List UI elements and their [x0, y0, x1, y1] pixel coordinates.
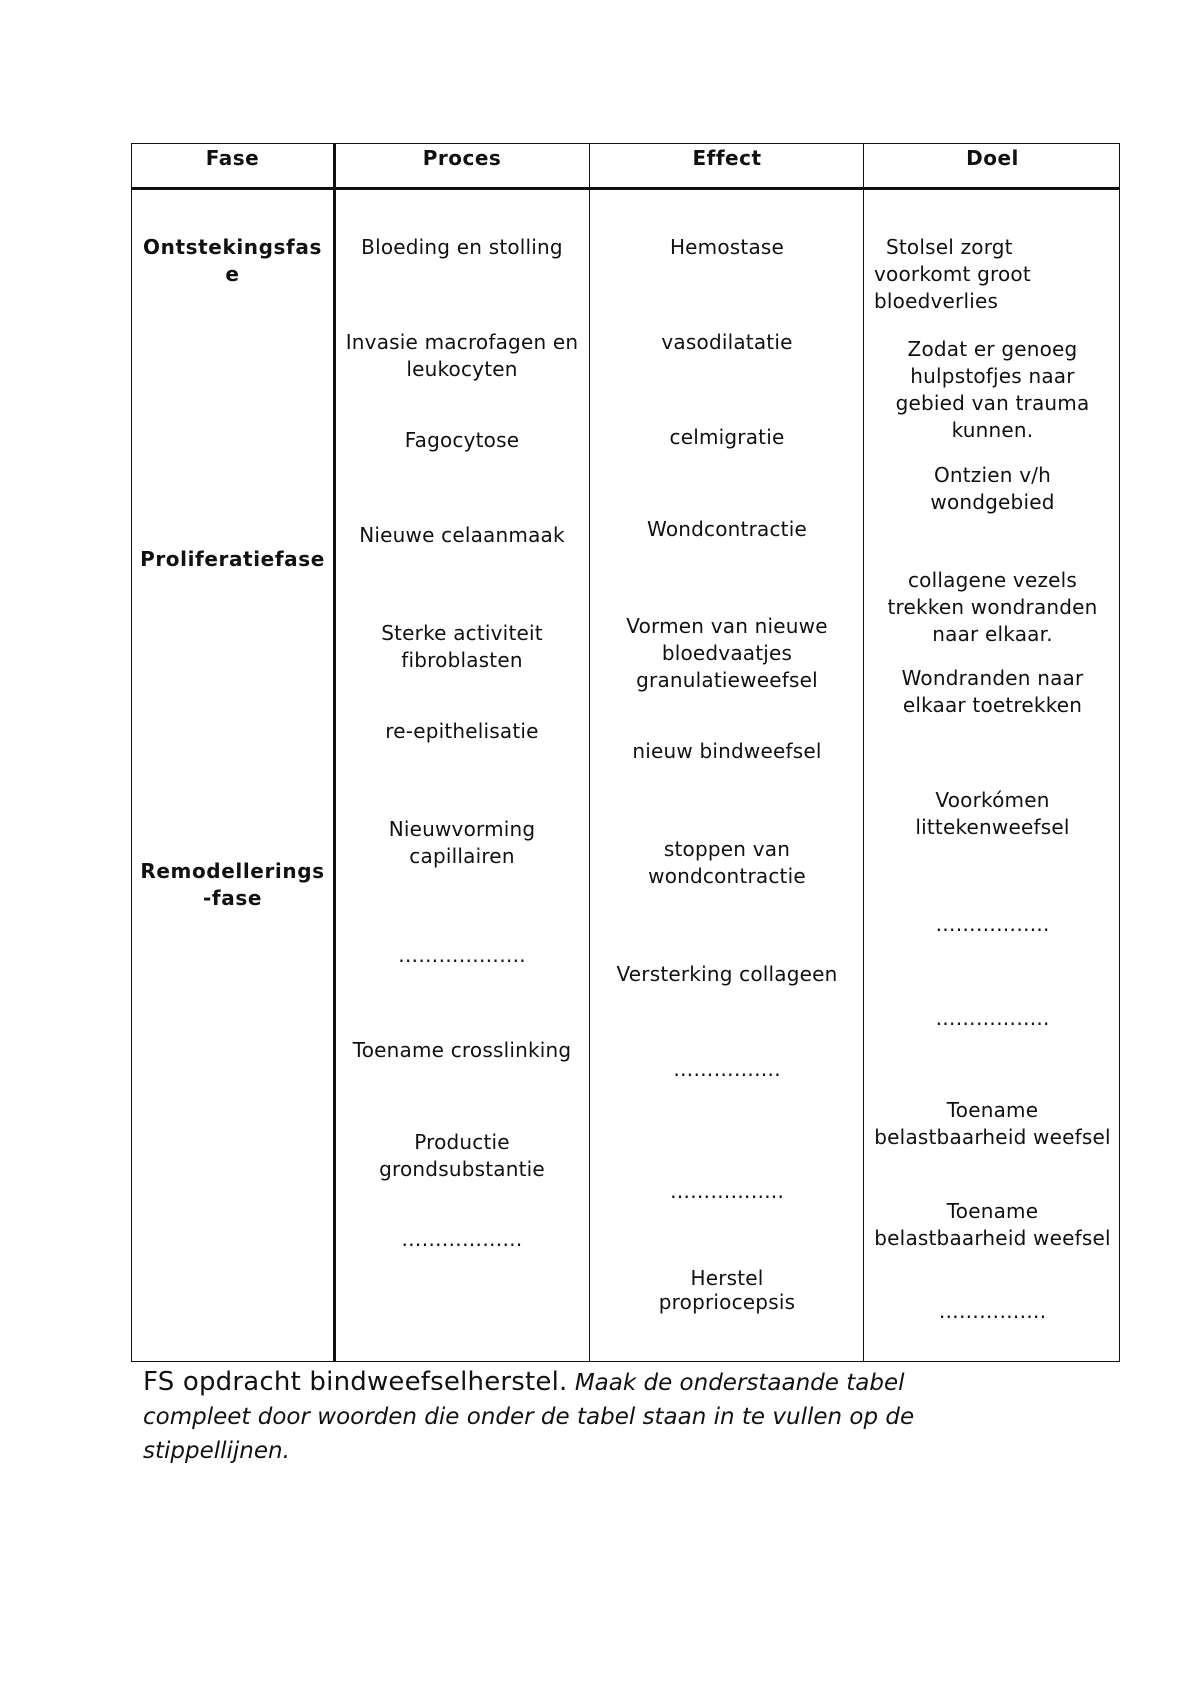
proces-item — [335, 1129, 589, 1183]
effect-item — [591, 1266, 863, 1314]
doel-item-line: trekken wondranden — [887, 595, 1098, 619]
effect-item-line: granulatieweefsel — [636, 668, 818, 692]
doel-blank: …………….. — [935, 1006, 1050, 1030]
effect-item: Versterking collageen — [616, 962, 838, 986]
doel-blank: …………….. — [935, 912, 1050, 936]
doel-item-line: Stolsel zorgt — [886, 235, 1013, 259]
caption-instruction: compleet door woorden die onder de tabel staan in te vullen op de — [143, 1404, 915, 1430]
assignment-caption — [143, 1365, 983, 1468]
effect-item: vasodilatatie — [661, 330, 793, 354]
effect-item: nieuw bindweefsel — [632, 739, 822, 763]
effect-item-line: bloedvaatjes — [661, 641, 793, 665]
doel-item — [874, 234, 1118, 315]
doel-blank: ……………. — [938, 1299, 1047, 1323]
doel-item — [865, 787, 1120, 841]
proces-item-line: fibroblasten — [401, 648, 523, 672]
caption-line-1 — [143, 1365, 983, 1400]
effect-blank: ……………. — [673, 1057, 781, 1081]
header-proces: Proces — [422, 146, 502, 170]
effect-item: Hemostase — [669, 235, 785, 259]
doel-item-line: Zodat er genoeg — [907, 337, 1078, 361]
doel-item — [865, 1097, 1120, 1151]
doel-item-line: Voorkómen — [935, 788, 1050, 812]
column-divider-proces — [589, 144, 590, 1361]
doel-item-line: naar elkaar. — [932, 622, 1053, 646]
doel-item-line: voorkomt groot — [874, 262, 1031, 286]
fase-remodelleringsfase — [132, 858, 333, 912]
proces-item — [335, 816, 589, 870]
caption-instruction: stippellijnen. — [143, 1438, 290, 1464]
doel-item-line: belastbaarheid weefsel — [874, 1125, 1111, 1149]
effect-item-line: Herstel — [690, 1266, 764, 1290]
caption-instruction: Maak de onderstaande tabel — [574, 1370, 905, 1396]
proces-item-line: leukocyten — [406, 357, 518, 381]
effect-blank: …………….. — [669, 1179, 785, 1203]
header-fase: Fase — [205, 146, 260, 170]
proces-item: Toename crosslinking — [352, 1038, 572, 1062]
doel-item — [865, 567, 1120, 648]
proces-item: re-epithelisatie — [385, 719, 539, 743]
proces-item-line: Productie — [414, 1130, 510, 1154]
proces-item: Nieuwe celaanmaak — [359, 523, 565, 547]
header-effect: Effect — [692, 146, 762, 170]
doel-item-line: kunnen. — [951, 418, 1034, 442]
fase-ontstekingsfase — [132, 234, 333, 288]
fase-ontstekingsfase-line2: e — [225, 262, 240, 286]
effect-item-line: Vormen van nieuwe — [626, 614, 828, 638]
proces-item-line: Sterke activiteit — [381, 621, 543, 645]
header-divider — [132, 187, 1119, 190]
doel-item-line: Toename — [946, 1098, 1039, 1122]
doel-item — [865, 336, 1120, 444]
doel-item-line: elkaar toetrekken — [902, 693, 1083, 717]
proces-item-line: grondsubstantie — [379, 1157, 545, 1181]
proces-blank: ………………. — [398, 943, 526, 967]
fase-remodelleringsfase-line2: -fase — [203, 886, 262, 910]
doel-item-line: wondgebied — [930, 490, 1055, 514]
fase-proliferatiefase: Proliferatiefase — [140, 547, 325, 571]
effect-item — [591, 836, 863, 890]
effect-item-line: proprioсepsis — [658, 1290, 796, 1314]
proces-item — [335, 329, 589, 383]
proces-item-line: Invasie macrofagen en — [345, 330, 579, 354]
proces-item-line: Nieuwvorming — [388, 817, 536, 841]
doel-item-line: belastbaarheid weefsel — [874, 1226, 1111, 1250]
doel-item-line: Toename — [946, 1199, 1039, 1223]
doel-item-line: Wondranden naar — [901, 666, 1084, 690]
caption-title: FS opdracht bindweefselherstel. — [143, 1367, 568, 1397]
doel-item-line: hulpstofjes naar — [910, 364, 1075, 388]
effect-item: celmigratie — [669, 425, 785, 449]
effect-item — [591, 613, 863, 694]
fase-ontstekingsfase-line1: Ontstekingsfas — [143, 235, 322, 259]
doel-item-line: Ontzien v/h — [933, 463, 1052, 487]
proces-item — [335, 620, 589, 674]
doel-item-line: gebied van trauma — [895, 391, 1090, 415]
proces-item: Fagocytose — [404, 428, 520, 452]
proces-item: Bloeding en stolling — [361, 235, 563, 259]
effect-item: Wondcontractie — [647, 517, 807, 541]
header-doel: Doel — [966, 146, 1019, 170]
doel-item-line: bloedverlies — [874, 289, 999, 313]
doel-item-line: collagene vezels — [907, 568, 1078, 592]
column-divider-effect — [863, 144, 864, 1361]
proces-blank: ……………… — [401, 1227, 523, 1251]
healing-table — [131, 143, 1120, 1362]
fase-remodelleringsfase-line1: Remodellerings — [140, 859, 325, 883]
doel-item — [865, 462, 1120, 516]
effect-item-line: stoppen van — [663, 837, 791, 861]
doel-item-line: littekenweefsel — [915, 815, 1070, 839]
doel-item — [865, 1198, 1120, 1252]
doel-item — [865, 665, 1120, 719]
effect-item-line: wondcontractie — [648, 864, 806, 888]
proces-item-line: capillairen — [409, 844, 515, 868]
